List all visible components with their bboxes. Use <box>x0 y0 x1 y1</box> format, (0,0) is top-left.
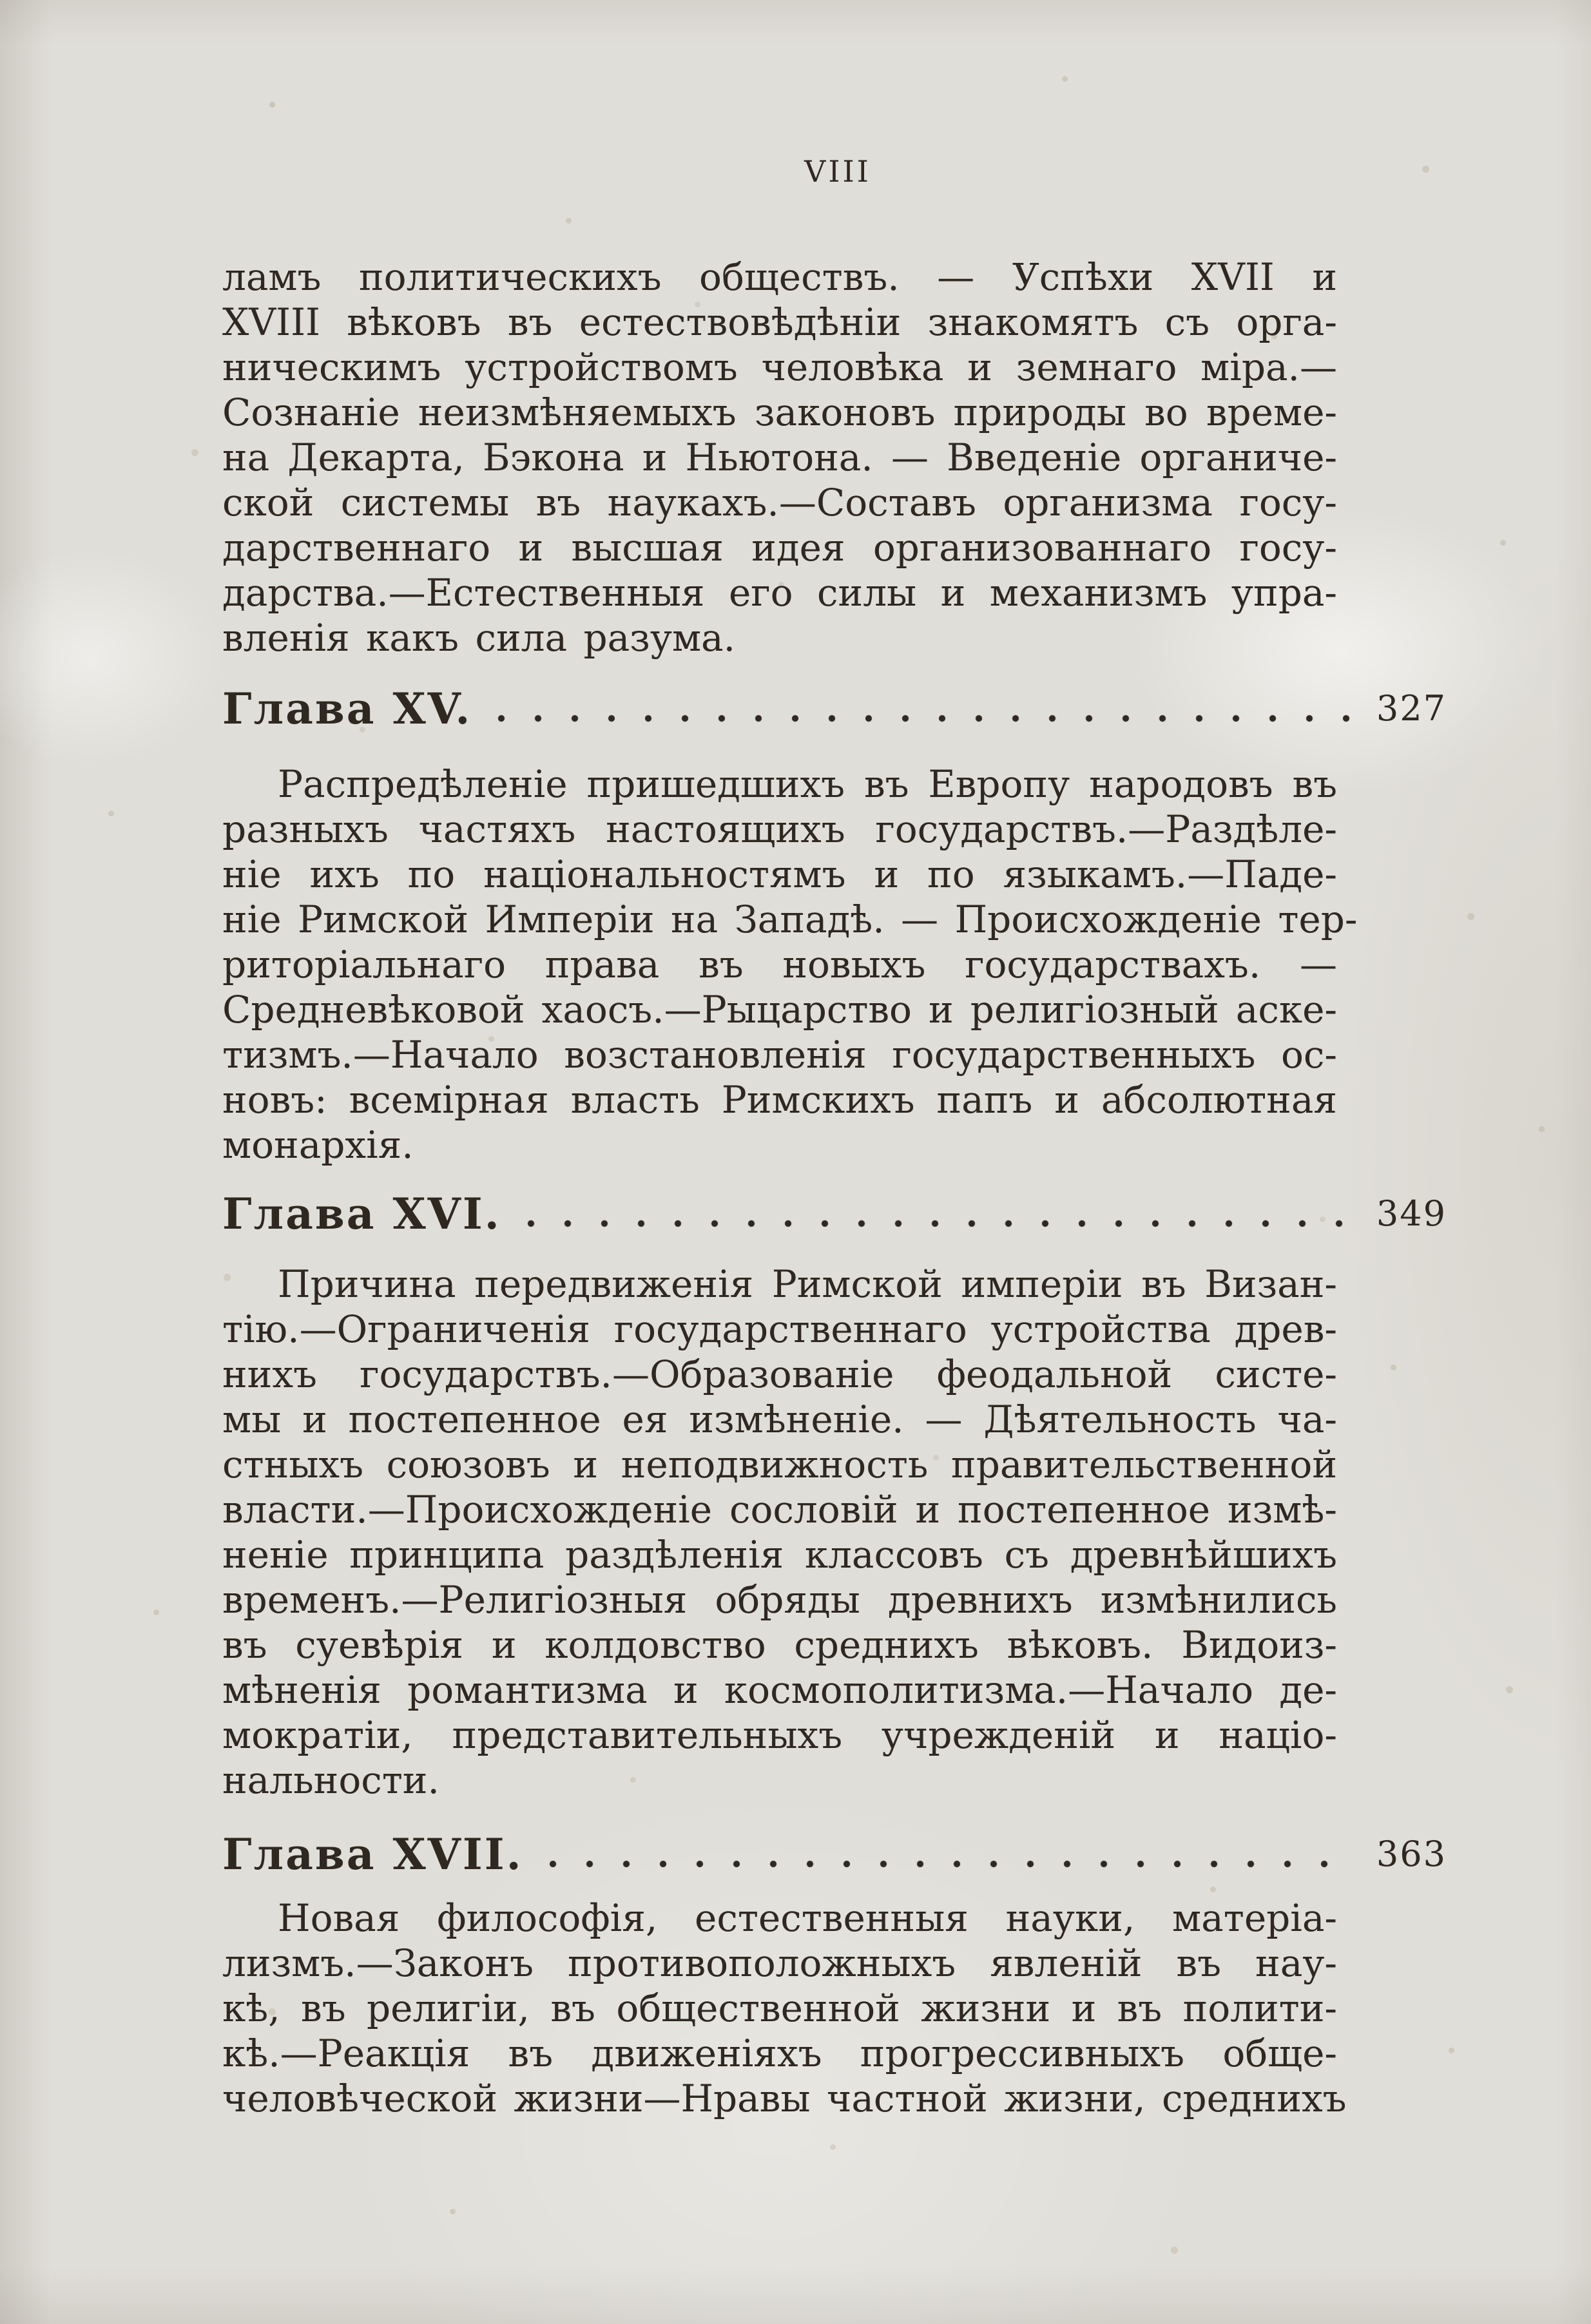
chapter-title: Глава XV. <box>222 684 472 734</box>
text-line: Распредѣленіе пришедшихъ въ Европу народовъ въ <box>278 762 1337 806</box>
text-line: власти.—Происхожденіе сословій и постепенное измѣ- <box>222 1488 1337 1532</box>
text-line: Новая философія, естественныя науки, матеріа- <box>278 1896 1337 1940</box>
text-line: нихъ государствъ.—Образованіе феодальной систе- <box>222 1352 1337 1396</box>
text-line: риторіальнаго права въ новыхъ государствахъ. — <box>222 943 1337 986</box>
paper-speckles <box>0 0 3 3</box>
dot-leader <box>549 1860 1355 1868</box>
text-line: въ суевѣрія и колдовство среднихъ вѣковъ. Видоиз- <box>222 1623 1337 1667</box>
text-line: кѣ, въ религіи, въ общественной жизни и въ полити- <box>222 1986 1337 2030</box>
text-line: мократіи, представительныхъ учрежденій и націо- <box>222 1713 1337 1757</box>
text-line: ской системы въ наукахъ.—Составъ организма госу- <box>222 481 1337 524</box>
chapter-title: Глава XVII. <box>222 1829 523 1879</box>
text-line: дарственнаго и высшая идея организованнаго госу- <box>222 526 1337 570</box>
text-line: ніе Римской Имперіи на Западѣ. — Происхожденіе тер- <box>222 898 1358 941</box>
chapter-title: Глава XVI. <box>222 1189 501 1239</box>
text-line: Причина передвиженія Римской имперіи въ Визан- <box>278 1262 1337 1306</box>
text-line: ламъ политическихъ обществъ. — Успѣхи XVII и <box>222 255 1337 299</box>
text-line: XVIII вѣковъ въ естествовѣдѣніи знакомятъ съ орга- <box>222 300 1337 344</box>
text-line: человѣческой жизни—Нравы частной жизни, среднихъ <box>222 2077 1347 2120</box>
toc-entry-chapter-xvii <box>222 1830 1447 1879</box>
toc-entry-chapter-xv <box>222 684 1447 733</box>
text-line: вленія какъ сила разума. <box>222 616 736 660</box>
text-line: монархія. <box>222 1123 414 1167</box>
text-line: дарства.—Естественныя его силы и механизмъ упра- <box>222 571 1337 615</box>
text-line: Сознаніе неизмѣняемыхъ законовъ природы во време- <box>222 390 1337 434</box>
text-line: ніе ихъ по національностямъ и по языкамъ.—Паде- <box>222 852 1337 896</box>
text-line: неніе принципа раздѣленія классовъ съ древнѣйшихъ <box>222 1533 1337 1577</box>
text-line: мѣненія романтизма и космополитизма.—Начало де- <box>222 1668 1337 1712</box>
dot-leader <box>527 1220 1355 1228</box>
dot-leader <box>497 715 1355 723</box>
text-line: разныхъ частяхъ настоящихъ государствъ.—Раздѣле- <box>222 807 1337 851</box>
chapter-page-number: 327 <box>1376 688 1447 729</box>
text-line: Средневѣковой хаосъ.—Рыцарство и религіозный аске- <box>222 988 1337 1032</box>
text-line: ническимъ устройствомъ человѣка и земнаго міра.— <box>222 345 1337 389</box>
toc-entry-chapter-xvi <box>222 1189 1447 1238</box>
chapter-page-number: 349 <box>1376 1193 1447 1234</box>
toc-paragraph-chapter-xv <box>222 762 1358 1167</box>
toc-paragraph-continued <box>222 254 1337 660</box>
chapter-page-number: 363 <box>1376 1834 1447 1874</box>
page-folio: VIII <box>804 154 871 189</box>
text-line: кѣ.—Реакція въ движеніяхъ прогрессивныхъ обще- <box>222 2031 1337 2075</box>
text-line: временъ.—Религіозныя обряды древнихъ измѣнились <box>222 1578 1337 1622</box>
toc-paragraph-chapter-xvi <box>222 1262 1337 1803</box>
text-line: мы и постепенное ея измѣненіе. — Дѣятельность ча- <box>222 1397 1337 1441</box>
text-line: стныхъ союзовъ и неподвижность правительственной <box>222 1443 1337 1486</box>
text-line: тизмъ.—Начало возстановленія государственныхъ ос- <box>222 1033 1337 1077</box>
text-line: новъ: всемірная власть Римскихъ папъ и абсолютная <box>222 1078 1337 1122</box>
text-line: тію.—Ограниченія государственнаго устройства древ- <box>222 1307 1337 1351</box>
toc-paragraph-chapter-xvii <box>222 1896 1347 2121</box>
text-line: нальности. <box>222 1758 439 1802</box>
text-line: на Декарта, Бэкона и Ньютона. — Введеніе органиче- <box>222 436 1337 479</box>
text-line: лизмъ.—Законъ противоположныхъ явленій въ нау- <box>222 1941 1337 1985</box>
